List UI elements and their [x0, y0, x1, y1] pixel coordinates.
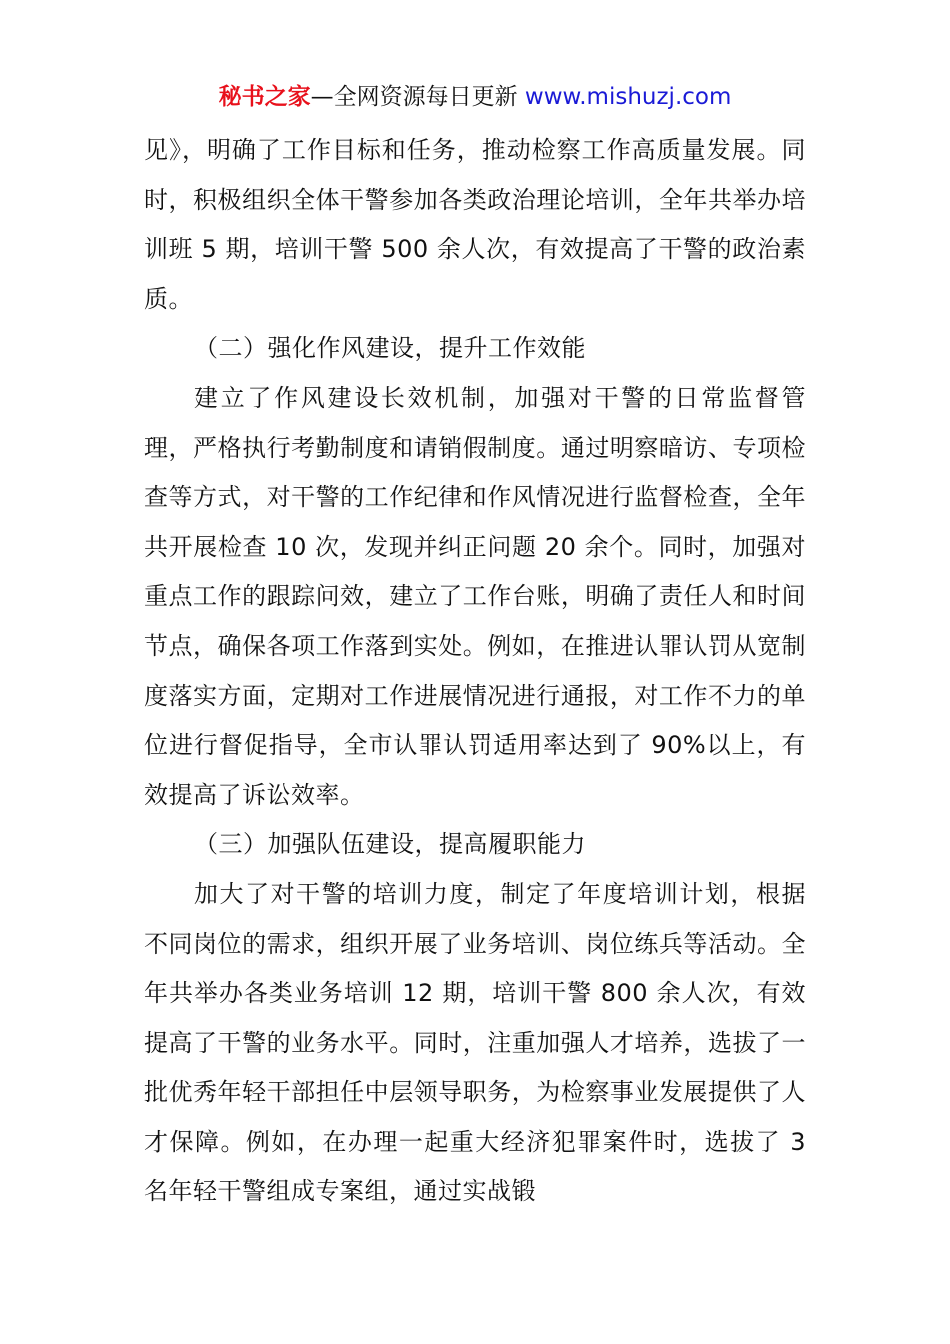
paragraph-continuation: 见》，明确了工作目标和任务，推动检察工作高质量发展。同时，积极组织全体干警参加各类政治理论培训，全年共举办培训班 5 期，培训干警 500 余人次，有效提高了干警的政治素质。 [144, 136, 806, 313]
site-header [0, 80, 950, 114]
brand-name: 秘书之家 [218, 84, 311, 110]
header-tagline: —全网资源每日更新 [310, 84, 525, 110]
section-heading-2: （二）强化作风建设，提升工作效能 [194, 334, 586, 363]
document-body [144, 126, 806, 1217]
site-url-link[interactable]: www.mishuzj.com [524, 84, 732, 110]
paragraph-work-style: 建立了作风建设长效机制，加强对干警的日常监督管理，严格执行考勤制度和请销假制度。通过明察暗访、专项检查等方式，对干警的工作纪律和作风情况进行监督检查，全年共开展检查 10 次，发现并纠正问题 20 余个。同时，加强对重点工作的跟踪问效，建立了工作台账，明确了责任人和时间节点，确保各项工作落到实处。例如，在推进认罪认罚从宽制度落实方面，定期对工作进展情况进行通报，对工作不力的单位进行督促指导，全市认罪认罚适用率达到了 90%以上，有效提高了诉讼效率。 [144, 383, 806, 809]
paragraph-team-building: 加大了对干警的培训力度，制定了年度培训计划，根据不同岗位的需求，组织开展了业务培训、岗位练兵等活动。全年共举办各类业务培训 12 期，培训干警 800 余人次，有效提高了干警的业务水平。同时，注重加强人才培养，选拔了一批优秀年轻干部担任中层领导职务，为检察事业发展提供了人才保障。例如，在办理一起重大经济犯罪案件时，选拔了 3 名年轻干警组成专案组，通过实战锻 [144, 879, 806, 1206]
section-heading-3: （三）加强队伍建设，提高履职能力 [194, 830, 586, 859]
